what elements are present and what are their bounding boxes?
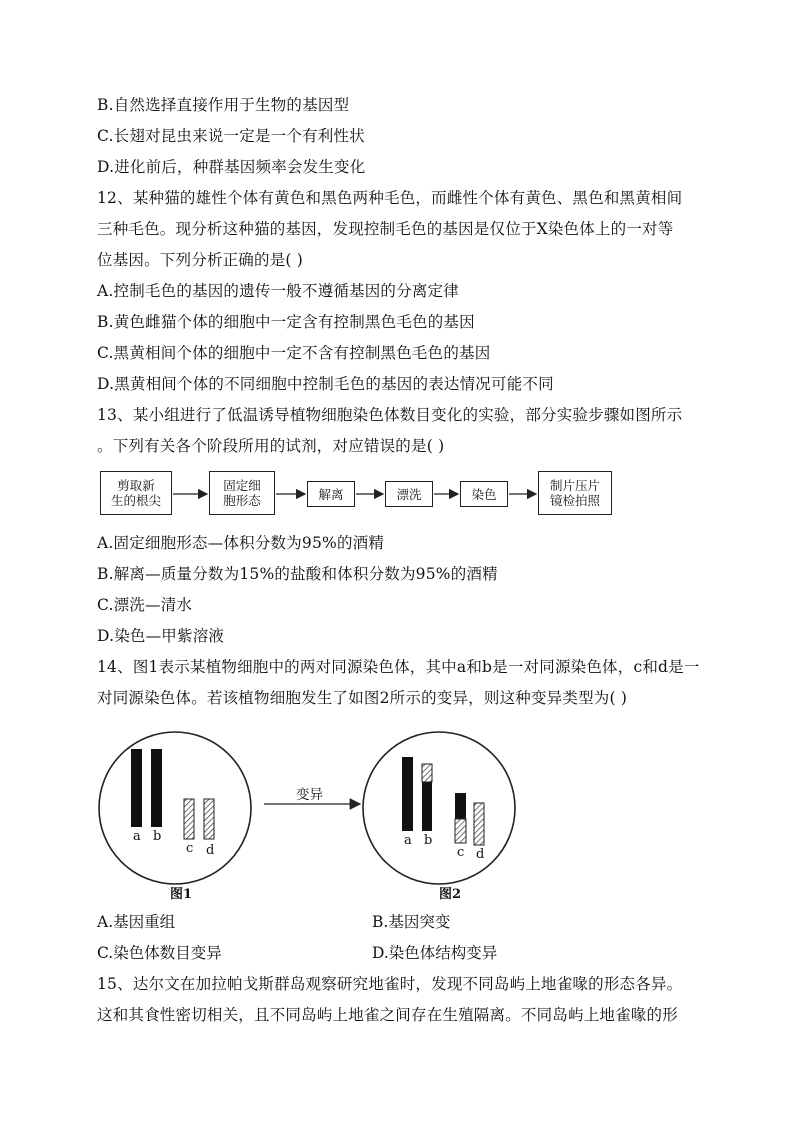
chromosome-variation-figure xyxy=(94,727,614,907)
q13-option-c: C.漂洗—清水 xyxy=(97,596,193,614)
q14-option-c: C.染色体数目变异 xyxy=(97,944,222,962)
q14-stem-line-2: 对同源染色体。若该植物细胞发生了如图2所示的变异，则这种变异类型为( ) xyxy=(97,689,628,707)
q12-stem-line-3: 位基因。下列分析正确的是( ) xyxy=(97,251,304,269)
q14-option-d: D.染色体结构变异 xyxy=(372,944,498,962)
chromosome-label-b-fig2: b xyxy=(424,833,433,848)
q12-stem-line-1: 12、某种猫的雄性个体有黄色和黑色两种毛色，而雌性个体有黄色、黑色和黑黄相间 xyxy=(97,189,683,207)
chromosome-label-a-fig1: a xyxy=(133,829,141,844)
q14-option-a: A.基因重组 xyxy=(97,913,176,931)
q13-option-a: A.固定细胞形态—体积分数为95%的酒精 xyxy=(97,534,385,552)
flow-step-dissociation: 解离 xyxy=(307,481,355,507)
q12-stem-line-2: 三种毛色。现分析这种猫的基因，发现控制毛色的基因是仅位于X染色体上的一对等 xyxy=(97,220,674,238)
chromosome-label-d-fig1: d xyxy=(206,843,215,858)
q15-stem-line-2: 这和其食性密切相关，且不同岛屿上地雀之间存在生殖隔离。不同岛屿上地雀喙的形 xyxy=(97,1006,678,1024)
q12-option-b: B.黄色雌猫个体的细胞中一定含有控制黑色毛色的基因 xyxy=(97,313,475,331)
chromosome-label-a-fig2: a xyxy=(404,833,412,848)
q13-option-b: B.解离—质量分数为15%的盐酸和体积分数为95%的酒精 xyxy=(97,565,498,583)
chromosome-label-c-fig2: c xyxy=(457,845,465,860)
q13-stem-line-1: 13、某小组进行了低温诱导植物细胞染色体数目变化的实验，部分实验步骤如图所示 xyxy=(97,406,683,424)
q12-option-d: D.黑黄相间个体的不同细胞中控制毛色的基因的表达情况可能不同 xyxy=(97,375,554,393)
flow-arrows xyxy=(98,469,618,519)
flow-step-rinse: 漂洗 xyxy=(385,481,433,507)
q14-option-b: B.基因突变 xyxy=(372,913,451,931)
q13-option-d: D.染色—甲紫溶液 xyxy=(97,627,225,645)
q12-option-a: A.控制毛色的基因的遗传一般不遵循基因的分离定律 xyxy=(97,282,459,300)
chromosome-label-c-fig1: c xyxy=(186,841,194,856)
chromosome-figure-drawing xyxy=(94,727,614,907)
q15-stem-line-1: 15、达尔文在加拉帕戈斯群岛观察研究地雀时，发现不同岛屿上地雀喙的形态各异。 xyxy=(97,975,683,993)
flow-step-fix-cells: 固定细 胞形态 xyxy=(209,471,275,515)
chromosome-label-d-fig2: d xyxy=(476,847,485,862)
experiment-flowchart xyxy=(98,469,618,519)
figure-2-caption: 图2 xyxy=(439,887,462,902)
q11-option-c: C.长翅对昆虫来说一定是一个有利性状 xyxy=(97,127,365,145)
chromosome-label-b-fig1: b xyxy=(153,829,162,844)
q11-option-d: D.进化前后，种群基因频率会发生变化 xyxy=(97,158,366,176)
flow-step-stain: 染色 xyxy=(460,481,508,507)
q12-option-c: C.黑黄相间个体的细胞中一定不含有控制黑色毛色的基因 xyxy=(97,344,491,362)
flow-step-make-slide: 制片压片 镜检拍照 xyxy=(538,471,612,515)
flow-step-cut-root-tip: 剪取新 生的根尖 xyxy=(100,471,172,515)
q14-stem-line-1: 14、图1表示某植物细胞中的两对同源染色体，其中a和b是一对同源染色体，c和d是一 xyxy=(97,658,700,676)
q11-option-b: B.自然选择直接作用于生物的基因型 xyxy=(97,96,350,114)
variation-arrow-label: 变异 xyxy=(296,787,323,803)
q13-stem-line-2: 。下列有关各个阶段所用的试剂，对应错误的是( ) xyxy=(97,437,445,455)
figure-1-caption: 图1 xyxy=(170,887,193,902)
